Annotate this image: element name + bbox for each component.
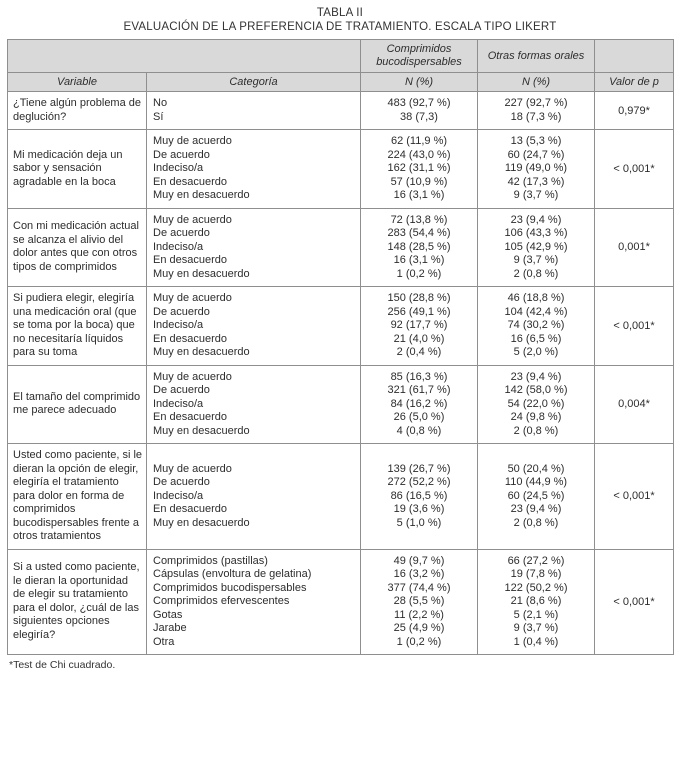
otras-formas-n-cell-line: 23 (9,4 %) <box>510 213 562 226</box>
bucodispersables-n-cell <box>361 444 478 550</box>
category-cell-line: Muy de acuerdo <box>153 213 232 226</box>
group-header-otras-formas: Otras formas orales <box>478 40 595 73</box>
table-row <box>8 365 674 444</box>
category-cell-line: Otra <box>153 635 175 648</box>
category-cell-line: Indeciso/a <box>153 319 204 331</box>
otras-formas-n-cell <box>478 365 595 444</box>
col-header-categoria: Categoría <box>147 73 361 92</box>
bucodispersables-n-cell-line: 16 (3,1 %) <box>393 189 445 201</box>
table-row <box>8 208 674 287</box>
empty-header-cell <box>595 40 674 73</box>
otras-formas-n-cell-line: 46 (18,8 %) <box>507 292 565 304</box>
category-cell-line: Indeciso/a <box>153 397 204 410</box>
otras-formas-n-cell-line: 142 (58,0 %) <box>504 384 568 396</box>
category-cell-line: Muy de acuerdo <box>153 370 232 383</box>
otras-formas-n-cell <box>478 287 595 366</box>
otras-formas-n-cell-line: 2 (0,8 %) <box>513 424 559 437</box>
p-value-cell: 0,004* <box>595 365 674 444</box>
otras-formas-n-cell-line: 50 (20,4 %) <box>507 462 565 475</box>
otras-formas-n-cell-line: 24 (9,8 %) <box>510 411 562 423</box>
category-cell <box>147 287 361 366</box>
otras-formas-n-cell-line: 105 (42,9 %) <box>504 240 568 253</box>
otras-formas-n-cell-line: 23 (9,4 %) <box>510 503 562 515</box>
otras-formas-n-cell-line: 110 (44,9 %) <box>504 476 568 488</box>
p-value-cell: 0,979* <box>595 92 674 130</box>
group-header-bucodispersables: Comprimidos bucodispersables <box>361 40 478 73</box>
category-cell-line: Comprimidos efervescentes <box>153 595 290 607</box>
otras-formas-n-cell-line: 5 (2,0 %) <box>513 346 559 358</box>
category-cell-line: Jarabe <box>153 622 187 634</box>
otras-formas-n-cell-line: 9 (3,7 %) <box>513 189 559 201</box>
group-header-row <box>8 40 674 73</box>
bucodispersables-n-cell-line: 2 (0,4 %) <box>396 346 442 358</box>
category-cell-line: En desacuerdo <box>153 332 227 345</box>
bucodispersables-n-cell-line: 4 (0,8 %) <box>396 424 442 437</box>
p-value-cell: < 0,001* <box>595 444 674 550</box>
bucodispersables-n-cell-line: 283 (54,4 %) <box>387 227 451 239</box>
otras-formas-n-cell-line: 54 (22,0 %) <box>507 397 565 410</box>
likert-table <box>7 39 674 655</box>
category-cell-line: Muy en desacuerdo <box>153 516 250 529</box>
bucodispersables-n-cell <box>361 365 478 444</box>
category-cell <box>147 549 361 655</box>
category-cell-line: Muy en desacuerdo <box>153 346 250 358</box>
bucodispersables-n-cell-line: 57 (10,9 %) <box>390 175 448 188</box>
bucodispersables-n-cell-line: 377 (74,4 %) <box>387 581 451 594</box>
otras-formas-n-cell <box>478 208 595 287</box>
category-cell-line: De acuerdo <box>153 227 210 239</box>
table-body <box>8 92 674 655</box>
otras-formas-n-cell-line: 1 (0,4 %) <box>513 635 559 648</box>
category-cell-line: Muy en desacuerdo <box>153 189 250 201</box>
p-value-cell: < 0,001* <box>595 549 674 655</box>
bucodispersables-n-cell-line: 62 (11,9 %) <box>390 135 448 147</box>
bucodispersables-n-cell-line: 49 (9,7 %) <box>393 554 445 567</box>
table-header <box>8 40 674 92</box>
category-cell-line: Indeciso/a <box>153 162 204 174</box>
bucodispersables-n-cell-line: 16 (3,1 %) <box>393 254 445 266</box>
variable-cell: Si pudiera elegir, elegiría una medicación oral (que se toma por la boca) que no necesitaría líquidos para su toma <box>8 287 147 366</box>
otras-formas-n-cell-line: 106 (43,3 %) <box>504 227 568 239</box>
bucodispersables-n-cell-line: 256 (49,1 %) <box>387 305 451 318</box>
bucodispersables-n-cell-line: 1 (0,2 %) <box>396 635 442 648</box>
bucodispersables-n-cell-line: 272 (52,2 %) <box>387 476 451 488</box>
category-cell-line: Indeciso/a <box>153 240 204 253</box>
bucodispersables-n-cell-line: 162 (31,1 %) <box>387 162 451 174</box>
category-cell-line: En desacuerdo <box>153 254 227 266</box>
footnote: *Test de Chi cuadrado. <box>9 659 116 671</box>
bucodispersables-n-cell-line: 84 (16,2 %) <box>390 397 448 410</box>
category-cell-line: Muy de acuerdo <box>153 292 232 304</box>
category-cell-line: Gotas <box>153 608 183 621</box>
bucodispersables-n-cell-line: 26 (5,0 %) <box>393 411 445 423</box>
category-cell-line: Muy en desacuerdo <box>153 267 250 280</box>
category-cell-line: No <box>153 97 168 109</box>
bucodispersables-n-cell-line: 72 (13,8 %) <box>390 213 448 226</box>
otras-formas-n-cell-line: 13 (5,3 %) <box>510 135 562 147</box>
otras-formas-n-cell-line: 2 (0,8 %) <box>513 267 559 280</box>
otras-formas-n-cell-line: 21 (8,6 %) <box>510 595 562 607</box>
category-cell-line: Muy de acuerdo <box>153 135 232 147</box>
otras-formas-n-cell-line: 16 (6,5 %) <box>510 332 562 345</box>
otras-formas-n-cell-line: 104 (42,4 %) <box>504 305 568 318</box>
category-cell <box>147 208 361 287</box>
category-cell <box>147 92 361 130</box>
bucodispersables-n-cell-line: 1 (0,2 %) <box>396 267 442 280</box>
otras-formas-n-cell-line: 2 (0,8 %) <box>513 516 559 529</box>
category-cell <box>147 365 361 444</box>
category-cell-line: Comprimidos bucodispersables <box>153 581 307 594</box>
category-cell-line: En desacuerdo <box>153 503 227 515</box>
bucodispersables-n-cell <box>361 92 478 130</box>
bucodispersables-n-cell-line: 483 (92,7 %) <box>387 97 451 109</box>
category-cell-line: Indeciso/a <box>153 489 204 502</box>
otras-formas-n-cell-line: 5 (2,1 %) <box>513 608 559 621</box>
p-value-cell: < 0,001* <box>595 287 674 366</box>
variable-cell: El tamaño del comprimido me parece adecuado <box>8 365 147 444</box>
otras-formas-n-cell-line: 9 (3,7 %) <box>513 254 559 266</box>
otras-formas-n-cell-line: 60 (24,5 %) <box>507 489 565 502</box>
table-row <box>8 444 674 550</box>
bucodispersables-n-cell-line: 5 (1,0 %) <box>396 516 442 529</box>
col-header-n-pct-1: N (%) <box>361 73 478 92</box>
category-cell-line: De acuerdo <box>153 305 210 318</box>
category-cell-line: De acuerdo <box>153 384 210 396</box>
otras-formas-n-cell-line: 119 (49,0 %) <box>504 162 568 174</box>
otras-formas-n-cell-line: 18 (7,3 %) <box>510 110 562 123</box>
otras-formas-n-cell-line: 66 (27,2 %) <box>507 554 565 567</box>
table-row <box>8 549 674 655</box>
category-cell-line: De acuerdo <box>153 148 210 161</box>
bucodispersables-n-cell <box>361 287 478 366</box>
bucodispersables-n-cell-line: 28 (5,5 %) <box>393 595 445 607</box>
otras-formas-n-cell <box>478 549 595 655</box>
bucodispersables-n-cell-line: 38 (7,3) <box>400 110 438 123</box>
bucodispersables-n-cell-line: 85 (16,3 %) <box>390 370 448 383</box>
bucodispersables-n-cell-line: 224 (43,0 %) <box>387 148 451 161</box>
variable-cell: Con mi medicación actual se alcanza el alivio del dolor antes que con otros tipos de comprimidos <box>8 208 147 287</box>
table-row <box>8 130 674 209</box>
bucodispersables-n-cell-line: 19 (3,6 %) <box>393 503 445 515</box>
table-row <box>8 287 674 366</box>
table-title: TABLA II <box>316 7 364 19</box>
category-cell <box>147 130 361 209</box>
category-cell-line: En desacuerdo <box>153 175 227 188</box>
bucodispersables-n-cell-line: 148 (28,5 %) <box>387 240 451 253</box>
category-cell-line: Muy en desacuerdo <box>153 424 250 437</box>
p-value-cell: < 0,001* <box>595 130 674 209</box>
bucodispersables-n-cell-line: 21 (4,0 %) <box>393 332 445 345</box>
bucodispersables-n-cell <box>361 208 478 287</box>
category-cell <box>147 444 361 550</box>
bucodispersables-n-cell-line: 92 (17,7 %) <box>390 319 448 331</box>
variable-cell: Si a usted como paciente, le dieran la oportunidad de elegir su tratamiento para el dolor, ¿cuál de las siguientes opciones elegiría? <box>8 549 147 655</box>
category-cell-line: Cápsulas (envoltura de gelatina) <box>153 568 312 580</box>
col-header-valor-p: Valor de p <box>595 73 674 92</box>
category-cell-line: De acuerdo <box>153 476 210 488</box>
bucodispersables-n-cell-line: 16 (3,2 %) <box>393 568 445 580</box>
category-cell-line: Comprimidos (pastillas) <box>153 554 268 567</box>
empty-header-cell <box>8 40 361 73</box>
otras-formas-n-cell-line: 227 (92,7 %) <box>504 97 568 109</box>
bucodispersables-n-cell-line: 11 (2,2 %) <box>394 608 444 621</box>
otras-formas-n-cell <box>478 444 595 550</box>
bucodispersables-n-cell <box>361 130 478 209</box>
bucodispersables-n-cell-line: 150 (28,8 %) <box>387 292 451 304</box>
otras-formas-n-cell <box>478 130 595 209</box>
otras-formas-n-cell-line: 122 (50,2 %) <box>504 581 568 594</box>
bucodispersables-n-cell-line: 86 (16,5 %) <box>390 489 448 502</box>
bucodispersables-n-cell-line: 321 (61,7 %) <box>387 384 451 396</box>
bucodispersables-n-cell-line: 139 (26,7 %) <box>387 462 451 475</box>
column-header-row <box>8 73 674 92</box>
category-cell-line: Muy de acuerdo <box>153 462 232 475</box>
variable-cell: Mi medicación deja un sabor y sensación agradable en la boca <box>8 130 147 209</box>
table-subtitle: EVALUACIÓN DE LA PREFERENCIA DE TRATAMIENTO. ESCALA TIPO LIKERT <box>123 21 557 33</box>
bucodispersables-n-cell <box>361 549 478 655</box>
bucodispersables-n-cell-line: 25 (4,9 %) <box>393 622 445 634</box>
otras-formas-n-cell-line: 74 (30,2 %) <box>507 319 565 331</box>
category-cell-line: En desacuerdo <box>153 411 227 423</box>
p-value-cell: 0,001* <box>595 208 674 287</box>
otras-formas-n-cell-line: 23 (9,4 %) <box>510 370 562 383</box>
table-row <box>8 92 674 130</box>
otras-formas-n-cell-line: 60 (24,7 %) <box>507 148 565 161</box>
category-cell-line: Sí <box>153 110 164 123</box>
variable-cell: ¿Tiene algún problema de deglución? <box>8 92 147 130</box>
otras-formas-n-cell <box>478 92 595 130</box>
col-header-n-pct-2: N (%) <box>478 73 595 92</box>
col-header-variable: Variable <box>8 73 147 92</box>
variable-cell: Usted como paciente, si le dieran la opción de elegir, elegiría el tratamiento para dolor en forma de comprimidos bucodispersables frente a otros tratamientos <box>8 444 147 550</box>
otras-formas-n-cell-line: 19 (7,8 %) <box>510 568 562 580</box>
otras-formas-n-cell-line: 9 (3,7 %) <box>513 622 559 634</box>
otras-formas-n-cell-line: 42 (17,3 %) <box>507 175 565 188</box>
